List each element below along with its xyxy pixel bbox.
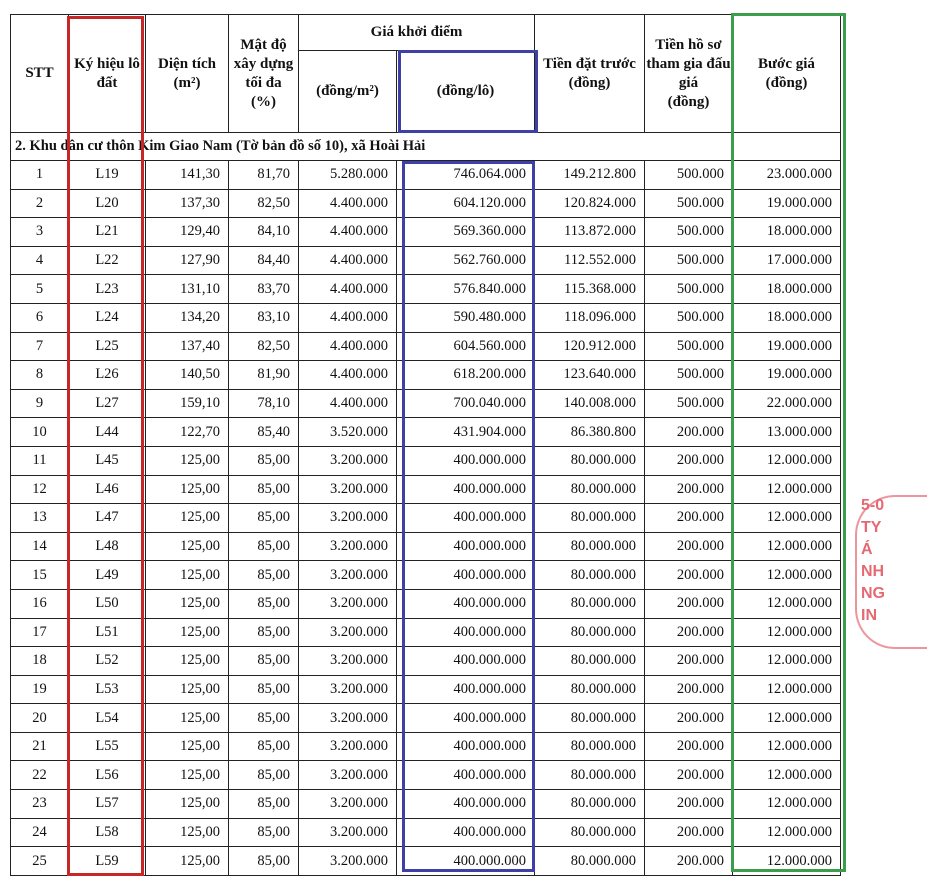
cell-gia-lo: 400.000.000 — [397, 504, 535, 533]
cell-gia-m2: 4.400.000 — [299, 332, 397, 361]
cell-stt: 23 — [11, 790, 69, 819]
cell-buoc-gia: 12.000.000 — [733, 647, 841, 676]
header-gia-lo: (đồng/lô) — [397, 51, 535, 133]
cell-dien-tich: 125,00 — [146, 532, 229, 561]
cell-tien-dat-truoc: 80.000.000 — [535, 790, 645, 819]
cell-stt: 20 — [11, 704, 69, 733]
cell-gia-m2: 3.200.000 — [299, 618, 397, 647]
cell-buoc-gia: 12.000.000 — [733, 618, 841, 647]
cell-tien-dat-truoc: 112.552.000 — [535, 246, 645, 275]
cell-tien-dat-truoc: 113.872.000 — [535, 218, 645, 247]
cell-tien-dat-truoc: 86.380.800 — [535, 418, 645, 447]
cell-gia-lo: 700.040.000 — [397, 389, 535, 418]
cell-gia-lo: 400.000.000 — [397, 732, 535, 761]
cell-mat-do: 83,70 — [229, 275, 299, 304]
cell-gia-m2: 4.400.000 — [299, 275, 397, 304]
cell-tien-ho-so: 200.000 — [645, 418, 733, 447]
stamp-text-1: TY — [861, 519, 882, 536]
cell-mat-do: 85,00 — [229, 446, 299, 475]
cell-buoc-gia: 18.000.000 — [733, 303, 841, 332]
header-gia-khoi-diem: Giá khởi điểm — [299, 15, 535, 51]
cell-stt: 9 — [11, 389, 69, 418]
cell-ky-hieu: L58 — [69, 818, 146, 847]
cell-stt: 10 — [11, 418, 69, 447]
cell-ky-hieu: L57 — [69, 790, 146, 819]
cell-tien-ho-so: 200.000 — [645, 504, 733, 533]
cell-stt: 7 — [11, 332, 69, 361]
cell-tien-ho-so: 500.000 — [645, 161, 733, 190]
cell-gia-lo: 590.480.000 — [397, 303, 535, 332]
table-row — [11, 761, 841, 790]
cell-dien-tich: 125,00 — [146, 732, 229, 761]
cell-mat-do: 85,00 — [229, 761, 299, 790]
cell-tien-ho-so: 200.000 — [645, 761, 733, 790]
cell-gia-lo: 618.200.000 — [397, 361, 535, 390]
cell-gia-lo: 562.760.000 — [397, 246, 535, 275]
table-row — [11, 847, 841, 876]
cell-gia-m2: 4.400.000 — [299, 303, 397, 332]
cell-ky-hieu: L55 — [69, 732, 146, 761]
cell-dien-tich: 125,00 — [146, 761, 229, 790]
cell-tien-dat-truoc: 120.824.000 — [535, 189, 645, 218]
cell-stt: 24 — [11, 818, 69, 847]
cell-gia-lo: 400.000.000 — [397, 561, 535, 590]
cell-stt: 22 — [11, 761, 69, 790]
cell-gia-m2: 3.200.000 — [299, 532, 397, 561]
table-row — [11, 589, 841, 618]
cell-stt: 8 — [11, 361, 69, 390]
cell-mat-do: 85,00 — [229, 675, 299, 704]
cell-ky-hieu: L56 — [69, 761, 146, 790]
cell-tien-dat-truoc: 80.000.000 — [535, 475, 645, 504]
cell-mat-do: 81,70 — [229, 161, 299, 190]
cell-tien-dat-truoc: 149.212.800 — [535, 161, 645, 190]
cell-buoc-gia: 19.000.000 — [733, 189, 841, 218]
cell-ky-hieu: L26 — [69, 361, 146, 390]
cell-gia-lo: 400.000.000 — [397, 647, 535, 676]
cell-buoc-gia: 12.000.000 — [733, 818, 841, 847]
cell-mat-do: 85,00 — [229, 818, 299, 847]
cell-stt: 25 — [11, 847, 69, 876]
cell-buoc-gia: 12.000.000 — [733, 847, 841, 876]
cell-gia-lo: 400.000.000 — [397, 790, 535, 819]
cell-ky-hieu: L24 — [69, 303, 146, 332]
header-buoc-gia: Bước giá (đồng) — [733, 15, 841, 133]
cell-dien-tich: 125,00 — [146, 847, 229, 876]
cell-tien-ho-so: 500.000 — [645, 275, 733, 304]
cell-dien-tich: 125,00 — [146, 704, 229, 733]
cell-gia-lo: 569.360.000 — [397, 218, 535, 247]
header-dien-tich: Diện tích (m²) — [146, 15, 229, 133]
cell-ky-hieu: L22 — [69, 246, 146, 275]
cell-gia-lo: 400.000.000 — [397, 704, 535, 733]
table-row — [11, 532, 841, 561]
cell-gia-m2: 3.200.000 — [299, 847, 397, 876]
cell-gia-lo: 400.000.000 — [397, 618, 535, 647]
stamp-text-5: IN — [861, 607, 877, 624]
cell-tien-ho-so: 200.000 — [645, 475, 733, 504]
cell-tien-ho-so: 200.000 — [645, 589, 733, 618]
seal-ring — [855, 495, 927, 649]
table-row — [11, 618, 841, 647]
cell-ky-hieu: L48 — [69, 532, 146, 561]
cell-tien-ho-so: 500.000 — [645, 189, 733, 218]
header-ky-hieu: Ký hiệu lô đất — [69, 15, 146, 133]
cell-tien-ho-so: 200.000 — [645, 446, 733, 475]
cell-dien-tich: 141,30 — [146, 161, 229, 190]
cell-stt: 18 — [11, 647, 69, 676]
cell-tien-dat-truoc: 80.000.000 — [535, 647, 645, 676]
cell-tien-dat-truoc: 80.000.000 — [535, 446, 645, 475]
cell-dien-tich: 125,00 — [146, 589, 229, 618]
cell-gia-lo: 431.904.000 — [397, 418, 535, 447]
cell-mat-do: 81,90 — [229, 361, 299, 390]
table-row — [11, 161, 841, 190]
cell-gia-m2: 4.400.000 — [299, 218, 397, 247]
section-title: 2. Khu dân cư thôn Kim Giao Nam (Tờ bản đồ số 10), xã Hoài Hải — [11, 133, 841, 161]
cell-tien-ho-so: 500.000 — [645, 218, 733, 247]
cell-buoc-gia: 12.000.000 — [733, 589, 841, 618]
cell-buoc-gia: 22.000.000 — [733, 389, 841, 418]
table-row — [11, 446, 841, 475]
cell-gia-lo: 400.000.000 — [397, 446, 535, 475]
cell-gia-m2: 5.280.000 — [299, 161, 397, 190]
table-row — [11, 704, 841, 733]
cell-tien-dat-truoc: 80.000.000 — [535, 589, 645, 618]
cell-dien-tich: 125,00 — [146, 647, 229, 676]
cell-dien-tich: 125,00 — [146, 790, 229, 819]
cell-stt: 19 — [11, 675, 69, 704]
cell-gia-lo: 746.064.000 — [397, 161, 535, 190]
cell-ky-hieu: L51 — [69, 618, 146, 647]
cell-tien-dat-truoc: 80.000.000 — [535, 818, 645, 847]
cell-mat-do: 85,00 — [229, 732, 299, 761]
cell-tien-ho-so: 500.000 — [645, 389, 733, 418]
table-row — [11, 732, 841, 761]
cell-buoc-gia: 12.000.000 — [733, 761, 841, 790]
cell-mat-do: 84,10 — [229, 218, 299, 247]
cell-gia-m2: 3.200.000 — [299, 704, 397, 733]
cell-dien-tich: 129,40 — [146, 218, 229, 247]
cell-buoc-gia: 13.000.000 — [733, 418, 841, 447]
cell-gia-m2: 3.200.000 — [299, 732, 397, 761]
cell-dien-tich: 140,50 — [146, 361, 229, 390]
header-mat-do: Mật độ xây dựng tối đa (%) — [229, 15, 299, 133]
cell-gia-m2: 3.200.000 — [299, 818, 397, 847]
cell-stt: 14 — [11, 532, 69, 561]
cell-stt: 1 — [11, 161, 69, 190]
cell-mat-do: 85,00 — [229, 532, 299, 561]
red-seal-stamp — [849, 495, 889, 655]
cell-ky-hieu: L46 — [69, 475, 146, 504]
land-lot-table — [10, 14, 841, 876]
cell-ky-hieu: L23 — [69, 275, 146, 304]
cell-tien-ho-so: 200.000 — [645, 818, 733, 847]
stamp-text-4: NG — [861, 585, 885, 602]
cell-buoc-gia: 18.000.000 — [733, 275, 841, 304]
cell-dien-tich: 134,20 — [146, 303, 229, 332]
table-row — [11, 389, 841, 418]
cell-ky-hieu: L45 — [69, 446, 146, 475]
header-gia-m2: (đồng/m²) — [299, 51, 397, 133]
cell-buoc-gia: 12.000.000 — [733, 475, 841, 504]
cell-gia-m2: 4.400.000 — [299, 389, 397, 418]
cell-buoc-gia: 12.000.000 — [733, 732, 841, 761]
auction-price-sheet — [10, 14, 840, 876]
table-row — [11, 275, 841, 304]
cell-mat-do: 85,00 — [229, 475, 299, 504]
cell-tien-dat-truoc: 80.000.000 — [535, 761, 645, 790]
cell-gia-m2: 3.200.000 — [299, 761, 397, 790]
cell-gia-lo: 400.000.000 — [397, 675, 535, 704]
cell-tien-dat-truoc: 80.000.000 — [535, 504, 645, 533]
cell-gia-m2: 3.200.000 — [299, 504, 397, 533]
cell-gia-lo: 576.840.000 — [397, 275, 535, 304]
cell-ky-hieu: L53 — [69, 675, 146, 704]
cell-buoc-gia: 12.000.000 — [733, 704, 841, 733]
cell-mat-do: 85,40 — [229, 418, 299, 447]
cell-stt: 6 — [11, 303, 69, 332]
cell-ky-hieu: L20 — [69, 189, 146, 218]
cell-dien-tich: 137,30 — [146, 189, 229, 218]
cell-gia-m2: 3.200.000 — [299, 790, 397, 819]
cell-tien-dat-truoc: 80.000.000 — [535, 732, 645, 761]
cell-tien-dat-truoc: 118.096.000 — [535, 303, 645, 332]
cell-dien-tich: 127,90 — [146, 246, 229, 275]
cell-buoc-gia: 12.000.000 — [733, 790, 841, 819]
cell-ky-hieu: L27 — [69, 389, 146, 418]
cell-ky-hieu: L19 — [69, 161, 146, 190]
cell-gia-m2: 3.200.000 — [299, 446, 397, 475]
cell-gia-m2: 3.200.000 — [299, 675, 397, 704]
cell-ky-hieu: L47 — [69, 504, 146, 533]
cell-tien-dat-truoc: 120.912.000 — [535, 332, 645, 361]
table-row — [11, 189, 841, 218]
cell-tien-ho-so: 200.000 — [645, 532, 733, 561]
cell-tien-ho-so: 500.000 — [645, 303, 733, 332]
cell-tien-dat-truoc: 80.000.000 — [535, 532, 645, 561]
cell-ky-hieu: L49 — [69, 561, 146, 590]
cell-stt: 3 — [11, 218, 69, 247]
cell-tien-dat-truoc: 140.008.000 — [535, 389, 645, 418]
cell-tien-dat-truoc: 80.000.000 — [535, 675, 645, 704]
stamp-text-2: Á — [861, 541, 873, 558]
cell-dien-tich: 125,00 — [146, 475, 229, 504]
cell-gia-m2: 3.200.000 — [299, 647, 397, 676]
cell-gia-lo: 400.000.000 — [397, 589, 535, 618]
cell-gia-m2: 3.200.000 — [299, 561, 397, 590]
table-row — [11, 818, 841, 847]
table-row — [11, 332, 841, 361]
cell-gia-m2: 4.400.000 — [299, 246, 397, 275]
cell-ky-hieu: L50 — [69, 589, 146, 618]
cell-buoc-gia: 19.000.000 — [733, 332, 841, 361]
cell-dien-tich: 122,70 — [146, 418, 229, 447]
table-row — [11, 475, 841, 504]
cell-ky-hieu: L25 — [69, 332, 146, 361]
header-tien-dat-truoc: Tiền đặt trước (đồng) — [535, 15, 645, 133]
cell-tien-ho-so: 200.000 — [645, 847, 733, 876]
cell-stt: 12 — [11, 475, 69, 504]
cell-gia-lo: 400.000.000 — [397, 761, 535, 790]
table-row — [11, 675, 841, 704]
cell-ky-hieu: L54 — [69, 704, 146, 733]
cell-tien-ho-so: 500.000 — [645, 246, 733, 275]
cell-stt: 13 — [11, 504, 69, 533]
cell-ky-hieu: L44 — [69, 418, 146, 447]
cell-mat-do: 84,40 — [229, 246, 299, 275]
cell-stt: 21 — [11, 732, 69, 761]
stamp-text-0: 5-0 — [861, 497, 885, 514]
header-tien-ho-so: Tiền hồ sơ tham gia đấu giá (đồng) — [645, 15, 733, 133]
cell-tien-ho-so: 500.000 — [645, 332, 733, 361]
cell-tien-dat-truoc: 80.000.000 — [535, 847, 645, 876]
cell-gia-m2: 4.400.000 — [299, 189, 397, 218]
cell-tien-ho-so: 500.000 — [645, 361, 733, 390]
cell-tien-ho-so: 200.000 — [645, 790, 733, 819]
header-stt: STT — [11, 15, 69, 133]
cell-mat-do: 85,00 — [229, 847, 299, 876]
cell-ky-hieu: L59 — [69, 847, 146, 876]
cell-gia-lo: 400.000.000 — [397, 818, 535, 847]
table-row — [11, 218, 841, 247]
cell-gia-m2: 3.520.000 — [299, 418, 397, 447]
cell-mat-do: 85,00 — [229, 504, 299, 533]
cell-mat-do: 85,00 — [229, 647, 299, 676]
cell-mat-do: 85,00 — [229, 790, 299, 819]
table-row — [11, 418, 841, 447]
cell-tien-dat-truoc: 80.000.000 — [535, 561, 645, 590]
cell-tien-dat-truoc: 80.000.000 — [535, 618, 645, 647]
cell-mat-do: 85,00 — [229, 561, 299, 590]
table-row — [11, 790, 841, 819]
cell-buoc-gia: 12.000.000 — [733, 532, 841, 561]
cell-gia-lo: 604.560.000 — [397, 332, 535, 361]
table-row — [11, 647, 841, 676]
cell-dien-tich: 125,00 — [146, 504, 229, 533]
table-row — [11, 504, 841, 533]
cell-dien-tich: 131,10 — [146, 275, 229, 304]
cell-mat-do: 85,00 — [229, 589, 299, 618]
cell-gia-lo: 400.000.000 — [397, 475, 535, 504]
cell-tien-ho-so: 200.000 — [645, 561, 733, 590]
cell-gia-lo: 604.120.000 — [397, 189, 535, 218]
cell-buoc-gia: 23.000.000 — [733, 161, 841, 190]
cell-dien-tich: 137,40 — [146, 332, 229, 361]
cell-buoc-gia: 12.000.000 — [733, 504, 841, 533]
cell-mat-do: 82,50 — [229, 332, 299, 361]
cell-gia-m2: 4.400.000 — [299, 361, 397, 390]
cell-mat-do: 83,10 — [229, 303, 299, 332]
cell-gia-lo: 400.000.000 — [397, 847, 535, 876]
cell-dien-tich: 159,10 — [146, 389, 229, 418]
cell-tien-ho-so: 200.000 — [645, 675, 733, 704]
table-row — [11, 303, 841, 332]
cell-mat-do: 85,00 — [229, 704, 299, 733]
cell-tien-dat-truoc: 115.368.000 — [535, 275, 645, 304]
cell-buoc-gia: 12.000.000 — [733, 675, 841, 704]
cell-stt: 15 — [11, 561, 69, 590]
table-row — [11, 561, 841, 590]
cell-ky-hieu: L21 — [69, 218, 146, 247]
cell-stt: 4 — [11, 246, 69, 275]
stamp-text-3: NH — [861, 563, 885, 580]
cell-gia-m2: 3.200.000 — [299, 475, 397, 504]
cell-dien-tich: 125,00 — [146, 818, 229, 847]
cell-stt: 5 — [11, 275, 69, 304]
cell-tien-ho-so: 200.000 — [645, 732, 733, 761]
table-row — [11, 246, 841, 275]
cell-stt: 17 — [11, 618, 69, 647]
cell-mat-do: 78,10 — [229, 389, 299, 418]
table-row — [11, 361, 841, 390]
cell-buoc-gia: 18.000.000 — [733, 218, 841, 247]
cell-buoc-gia: 17.000.000 — [733, 246, 841, 275]
cell-tien-dat-truoc: 123.640.000 — [535, 361, 645, 390]
cell-buoc-gia: 12.000.000 — [733, 561, 841, 590]
cell-buoc-gia: 12.000.000 — [733, 446, 841, 475]
cell-tien-ho-so: 200.000 — [645, 618, 733, 647]
cell-ky-hieu: L52 — [69, 647, 146, 676]
cell-mat-do: 82,50 — [229, 189, 299, 218]
cell-gia-lo: 400.000.000 — [397, 532, 535, 561]
cell-dien-tich: 125,00 — [146, 561, 229, 590]
cell-mat-do: 85,00 — [229, 618, 299, 647]
cell-dien-tich: 125,00 — [146, 618, 229, 647]
cell-tien-ho-so: 200.000 — [645, 647, 733, 676]
cell-gia-m2: 3.200.000 — [299, 589, 397, 618]
cell-stt: 11 — [11, 446, 69, 475]
cell-dien-tich: 125,00 — [146, 446, 229, 475]
cell-stt: 2 — [11, 189, 69, 218]
cell-tien-dat-truoc: 80.000.000 — [535, 704, 645, 733]
cell-tien-ho-so: 200.000 — [645, 704, 733, 733]
cell-buoc-gia: 19.000.000 — [733, 361, 841, 390]
cell-stt: 16 — [11, 589, 69, 618]
cell-dien-tich: 125,00 — [146, 675, 229, 704]
